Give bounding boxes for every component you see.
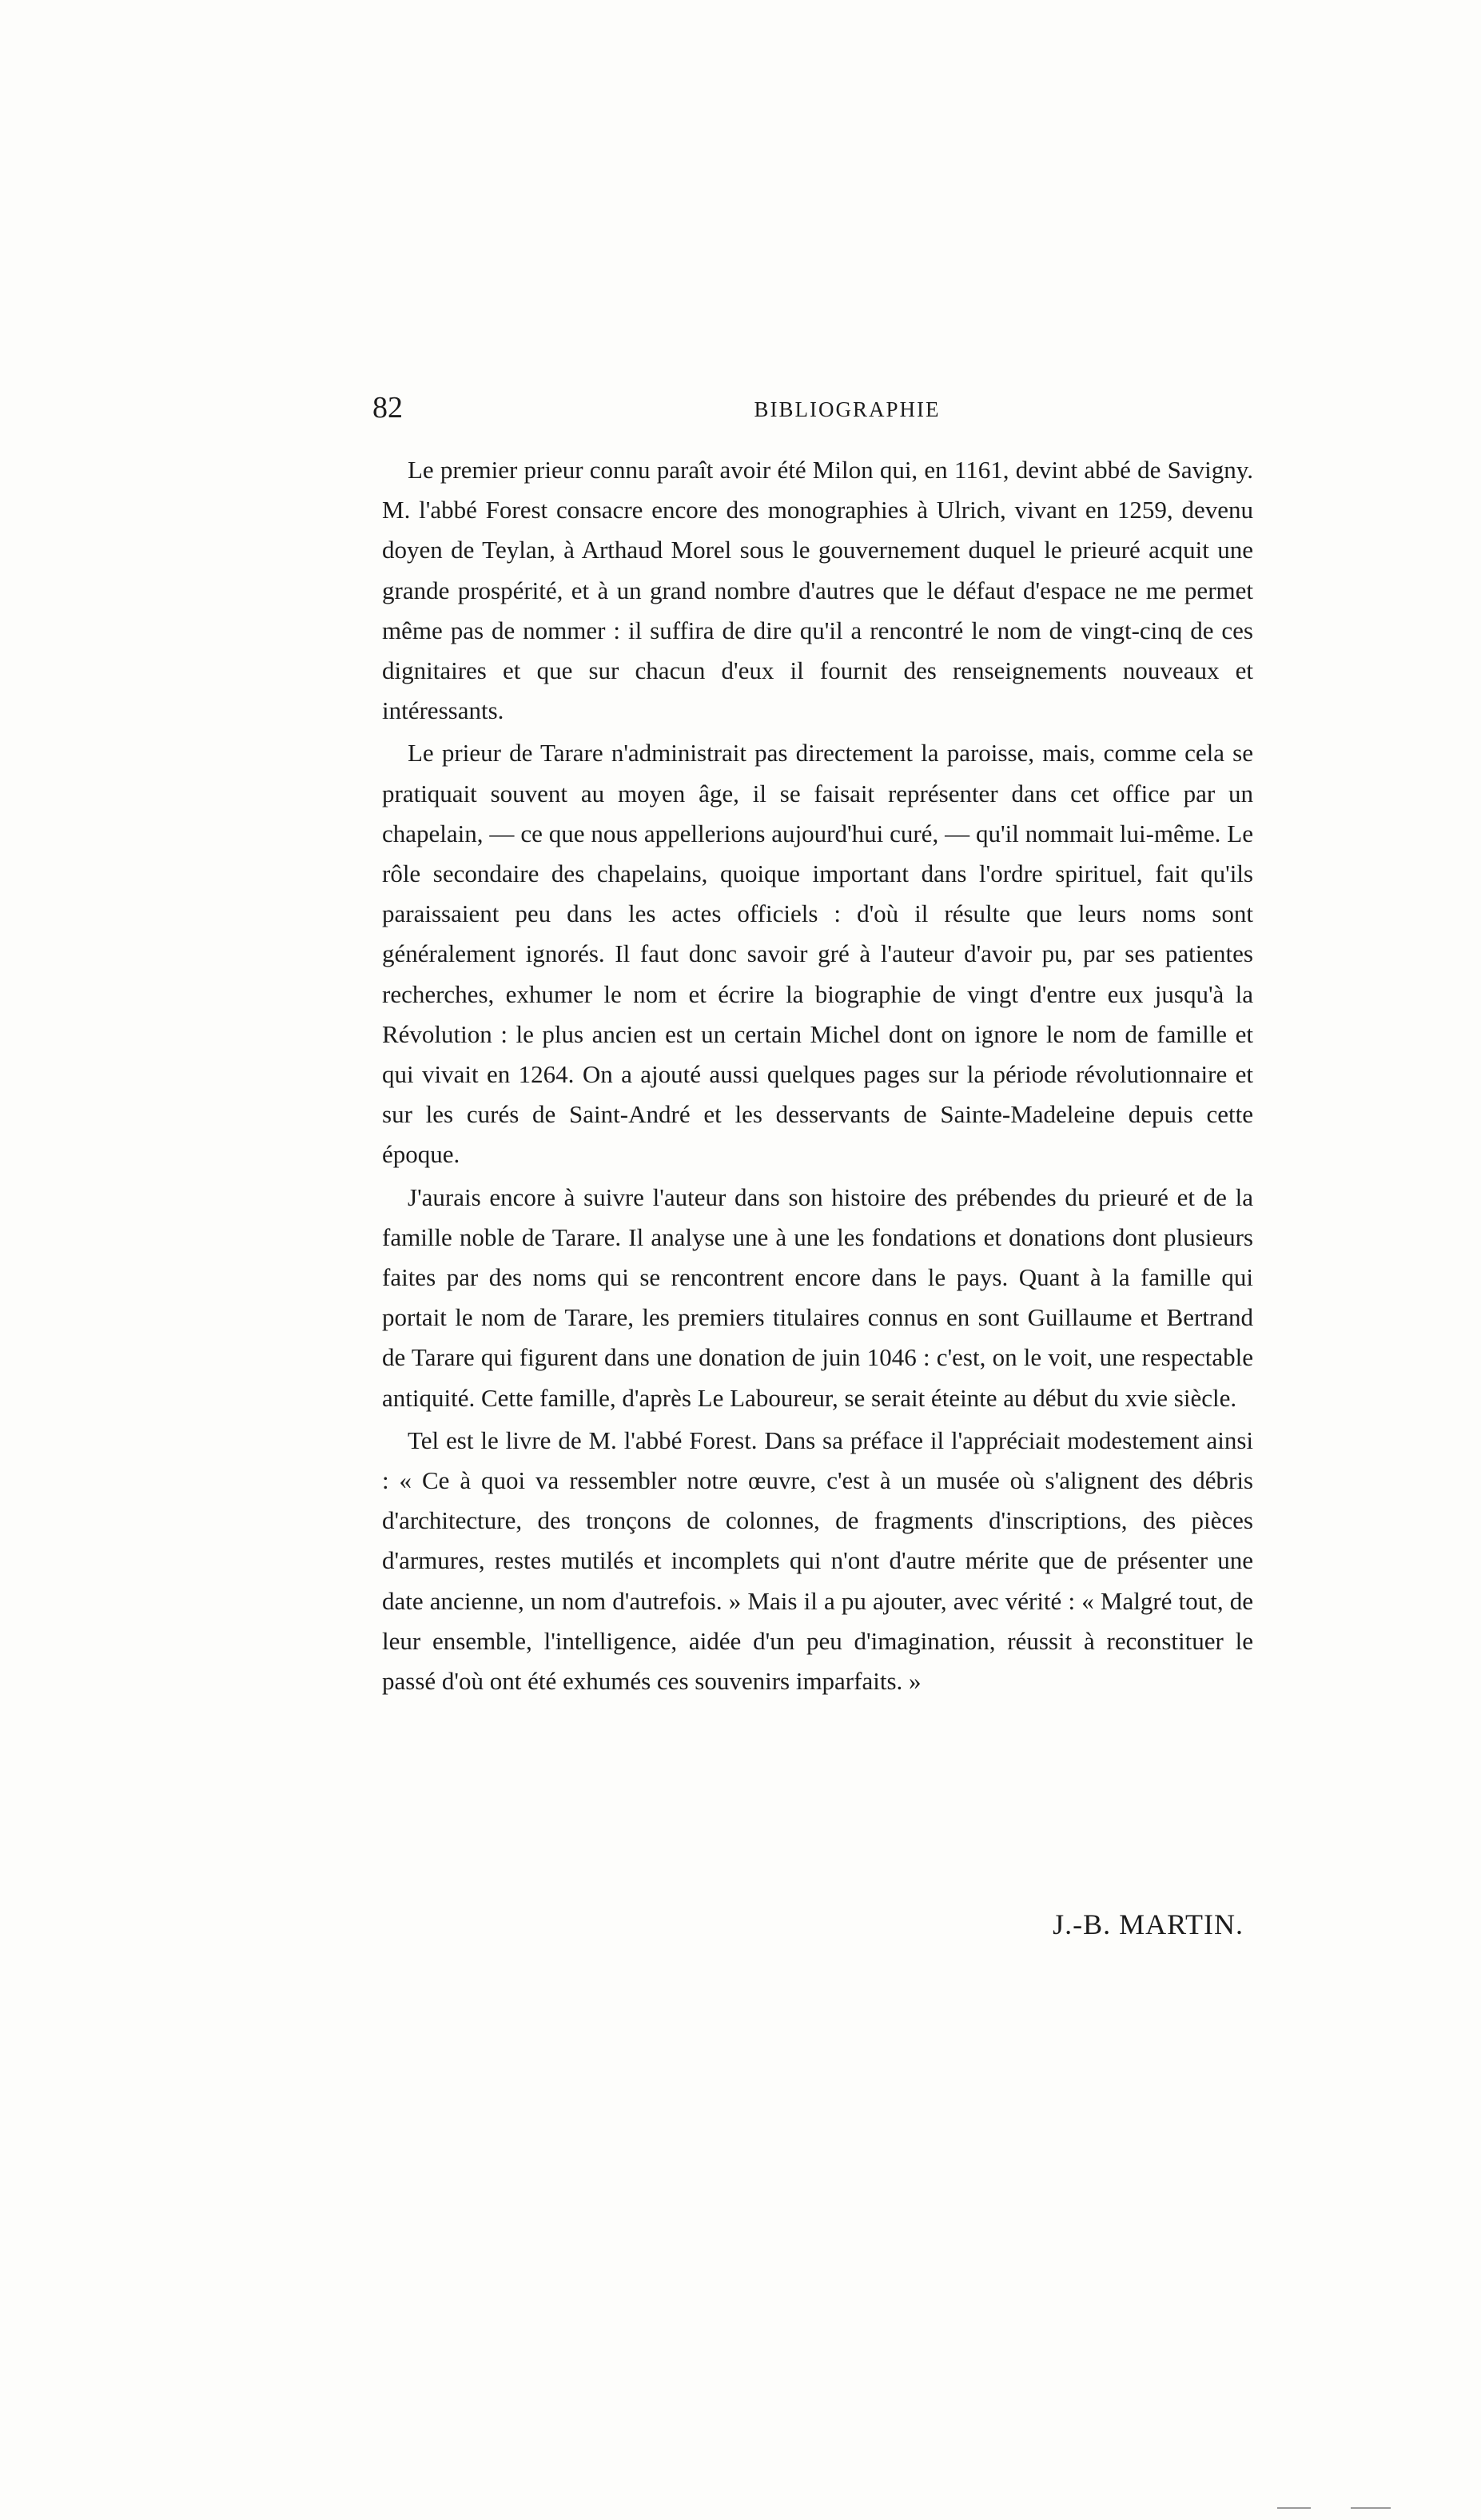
page-number: 82 (372, 391, 403, 425)
paragraph-4: Tel est le livre de M. l'abbé Forest. Dans sa préface il l'appréciait modestement ainsi : « Ce à quoi va ressembler notre œuvre, c'est à un musée où s'alignent des débris d'architecture, des tronçons de colonnes, de fragments d'inscriptions, des pièces d'armures, restes mutilés et incomplets qui n'ont d'autre mérite que de présenter une date ancienne, un nom d'autrefois. » Mais il a pu ajouter, avec vérité : « Malgré tout, de leur ensemble, l'intelligence, aidée d'un peu d'imagination, réussit à reconstituer le passé d'où ont été exhumés ces souvenirs imparfaits. » (382, 1425, 1253, 1696)
scan-artifact (1277, 2507, 1311, 2509)
running-title: BIBLIOGRAPHIE (754, 397, 941, 421)
paragraph-2: Le prieur de Tarare n'administrait pas directement la paroisse, mais, comme cela se pratiquait souvent au moyen âge, il se faisait représenter dans cet office par un chapelain, — ce que nous appellerions aujourd'hui curé, — qu'il nommait lui-même. Le rôle secondaire des chapelains, quoique important dans l'ordre spirituel, fait qu'ils paraissaient peu dans les actes officiels : d'où il résulte que leurs noms sont généralement ignorés. Il faut donc savoir gré à l'auteur d'avoir pu, par ses patientes recherches, exhumer le nom et écrire la biographie de vingt d'entre eux jusqu'à la Révolution : le plus ancien est un certain Michel dont on ignore le nom de famille et qui vivait en 1264. On a ajouté aussi quelques pages sur la période révolutionnaire et sur les curés de Saint-André et les desservants de Sainte-Madeleine depuis cette époque. (382, 739, 1253, 1169)
scan-artifact (1351, 2507, 1391, 2509)
paragraph-3: J'aurais encore à suivre l'auteur dans son histoire des prébendes du prieuré et de la famille noble de Tarare. Il analyse une à une les fondations et donations dont plusieurs faites par des noms qui se rencontrent encore dans le pays. Quant à la famille qui portait le nom de Tarare, les premiers titulaires connus en sont Guillaume et Bertrand de Tarare qui figurent dans une donation de juin 1046 : c'est, on le voit, une respectable antiquité. Cette famille, d'après Le Laboureur, se serait éteinte au début du xvie siècle. (382, 1182, 1253, 1412)
body-text (382, 450, 1253, 1701)
paragraph-1: Le premier prieur connu paraît avoir été Milon qui, en 1161, devint abbé de Savigny. M. l'abbé Forest consacre encore des monographies à Ulrich, vivant en 1259, devenu doyen de Teylan, à Arthaud Morel sous le gouvernement duquel le prieuré acquit une grande prospérité, et à un grand nombre d'autres que le défaut d'espace ne me permet même pas de nommer : il suffira de dire qu'il a rencontré le nom de vingt-cinq de ces dignitaires et que sur chacun d'eux il fournit des renseignements nouveaux et intéressants. (382, 456, 1253, 725)
signature: J.-B. MARTIN. (1053, 1908, 1244, 1940)
